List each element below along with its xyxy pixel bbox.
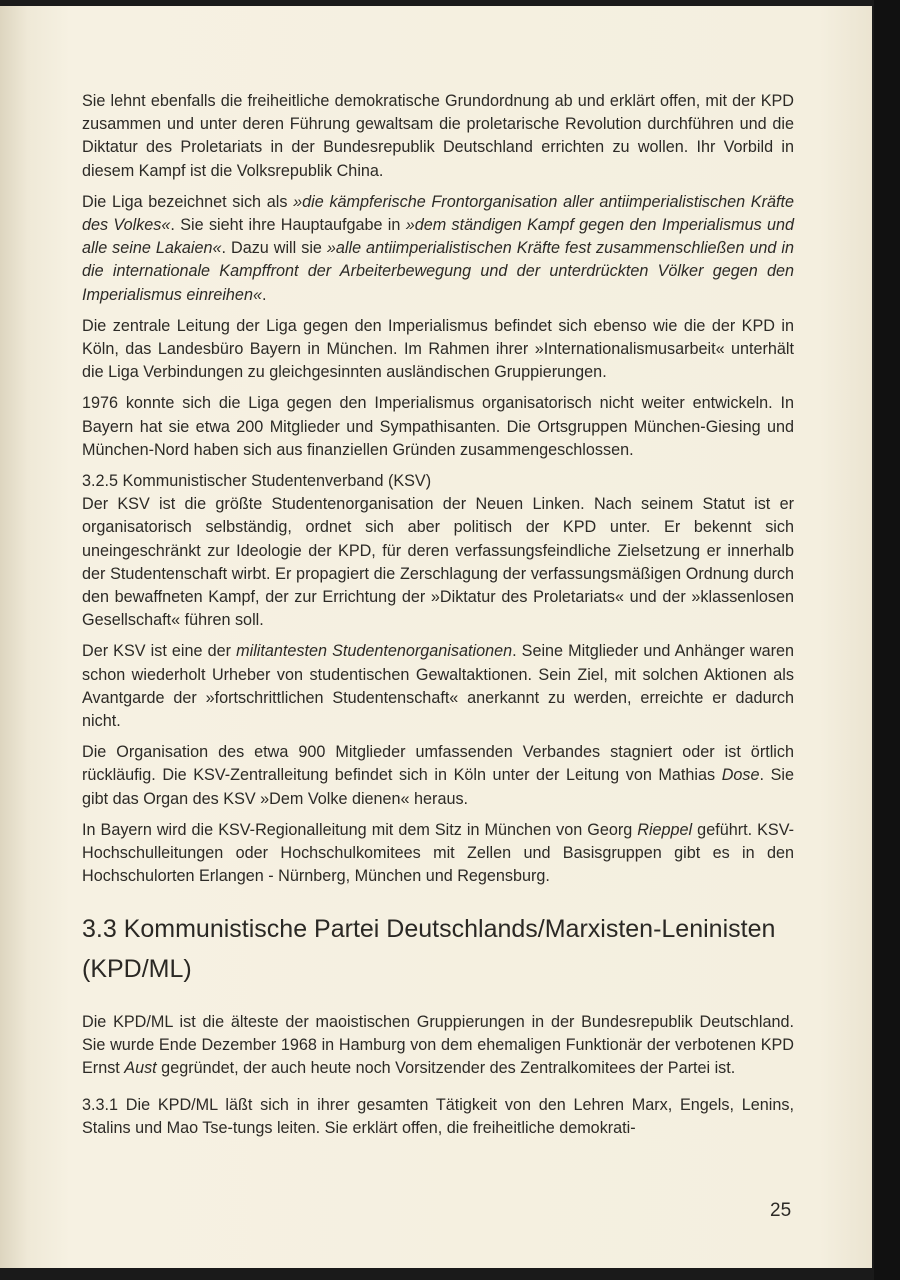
para2-text-1: Die Liga bezeichnet sich als	[82, 192, 294, 211]
para8-text-1: In Bayern wird die KSV-Regionalleitung mit dem Sitz in München von Georg	[82, 820, 638, 839]
paragraph-3: Die zentrale Leitung der Liga gegen den Imperialismus befindet sich ebenso wie die der KPD in Köln, das Landesbüro Bayern in München. Im Rahmen ihrer »Internationalismusarbeit« unterhält die Liga Verbindungen zu gleichgesinnten ausländischen Gruppierungen.	[82, 316, 794, 382]
section-title-3-3: 3.3 Kommunistische Partei Deutschlands/Marxisten-Leninisten (KPD/ML)	[82, 914, 776, 983]
body-text	[82, 90, 794, 1149]
para8-text-2: geführt. KSV-Hochschulleitungen oder Hochschulkomitees mit Zellen und Basisgruppen gibt es in den Hochschulorten Erlangen - Nürnberg, München und Regensburg.	[82, 820, 794, 886]
paragraph-4: 1976 konnte sich die Liga gegen den Imperialismus organisatorisch nicht weiter entwickeln. In Bayern hat sie etwa 200 Mitglieder und Sympathisanten. Die Ortsgruppen München-Giesing und München-Nord haben sich aus finanziellen Gründen zusammengeschlossen.	[82, 394, 794, 459]
paragraph-2	[82, 191, 794, 307]
paragraph-5: Der KSV ist die größte Studentenorganisation der Neuen Linken. Nach seinem Statut ist er organisatorisch selbständig, ordnet sich aber politisch der KPD unter. Er bekennt sich uneingeschränkt zur Ideologie der KPD, für deren verfassungsfeindliche Zielsetzung er innerhalb der Studentenschaft wirbt. Er propagiert die Zerschlagung der verfassungsmäßigen Ordnung durch den bewaffneten Kampf, der zur Errichtung der »Diktatur des Proletariats« und der »klassenlosen Gesellschaft« führen soll.	[82, 495, 794, 630]
subheading-3-2-5: 3.2.5 Kommunistischer Studentenverband (KSV)	[82, 472, 432, 491]
paragraph-9	[82, 1011, 794, 1081]
para7-italic-1: Dose	[721, 766, 760, 785]
book-spine-shadow	[874, 0, 900, 1280]
para2-quote-1: »die kämpferische Frontorganisation aller antiimperialistischen Kräfte des Volkes«	[82, 192, 794, 235]
para2-quote-2: »dem ständigen Kampf gegen den Imperialismus und alle seine Lakaien«	[82, 216, 795, 258]
para2-text-2: . Sie sieht ihre Hauptaufgabe in	[170, 216, 406, 235]
para9-italic-1: Aust	[124, 1058, 157, 1077]
paragraph-10: 3.3.1 Die KPD/ML läßt sich in ihrer gesamten Tätigkeit von den Lehren Marx, Engels, Lenins, Stalins und Mao Tse-tungs leiten. Sie erklärt offen, die freiheitliche demokrati-	[82, 1096, 794, 1138]
para9-text-1: Die KPD/ML ist die älteste der maoistischen Gruppierungen in der Bundesrepublik Deutschland. Sie wurde Ende Dezember 1968 in Hamburg von dem ehemaligen Funktionär der verbotenen KPD Ernst	[82, 1012, 794, 1077]
paragraph-6	[82, 640, 794, 733]
para6-italic-1: militantesten Studentenorganisationen	[236, 642, 513, 661]
paragraph-8	[82, 819, 794, 889]
para2-text-3: . Dazu will sie	[221, 239, 327, 258]
page-number: 25	[770, 1200, 792, 1221]
para6-text-2: . Seine Mitglieder und Anhänger waren schon wiederholt Urheber von studentischen Gewaltaktionen. Sein Ziel, mit solchen Aktionen als Avantgarde der »fortschrittlichen Studentenschaft« anerkannt zu werden, erreichte er dadurch nicht.	[82, 642, 794, 731]
para6-text-1: Der KSV ist eine der	[82, 642, 237, 661]
para2-quote-3: »alle antiimperialistischen Kräfte fest zusammenschließen und in die internationale Kampffront der Arbeiterbewegung und der unterdrückten Völker gegen den Imperialismus einreihen«	[82, 239, 794, 304]
para2-text-4: .	[261, 285, 267, 304]
para7-text-1: Die Organisation des etwa 900 Mitglieder umfassenden Verbandes stagniert oder ist örtlich rückläufig. Die KSV-Zentralleitung befindet sich in Köln unter der Leitung von Mathias	[82, 743, 794, 785]
para8-italic-1: Rieppel	[637, 820, 693, 839]
paragraph-7	[82, 741, 794, 811]
para9-text-2: gegründet, der auch heute noch Vorsitzender des Zentralkomitees der Partei ist.	[156, 1058, 736, 1077]
para7-text-2: . Sie gibt das Organ des KSV »Dem Volke dienen« heraus.	[82, 766, 794, 808]
paragraph-1: Sie lehnt ebenfalls die freiheitliche demokratische Grundordnung ab und erklärt offen, mit der KPD zusammen und unter deren Führung gewaltsam die proletarische Revolution durchführen und die Diktatur des Proletariats in der Bundesrepublik Deutschland errichten zu wollen. Ihr Vorbild in diesem Kampf ist die Volksrepublik China.	[82, 92, 794, 180]
document-page	[0, 6, 872, 1268]
